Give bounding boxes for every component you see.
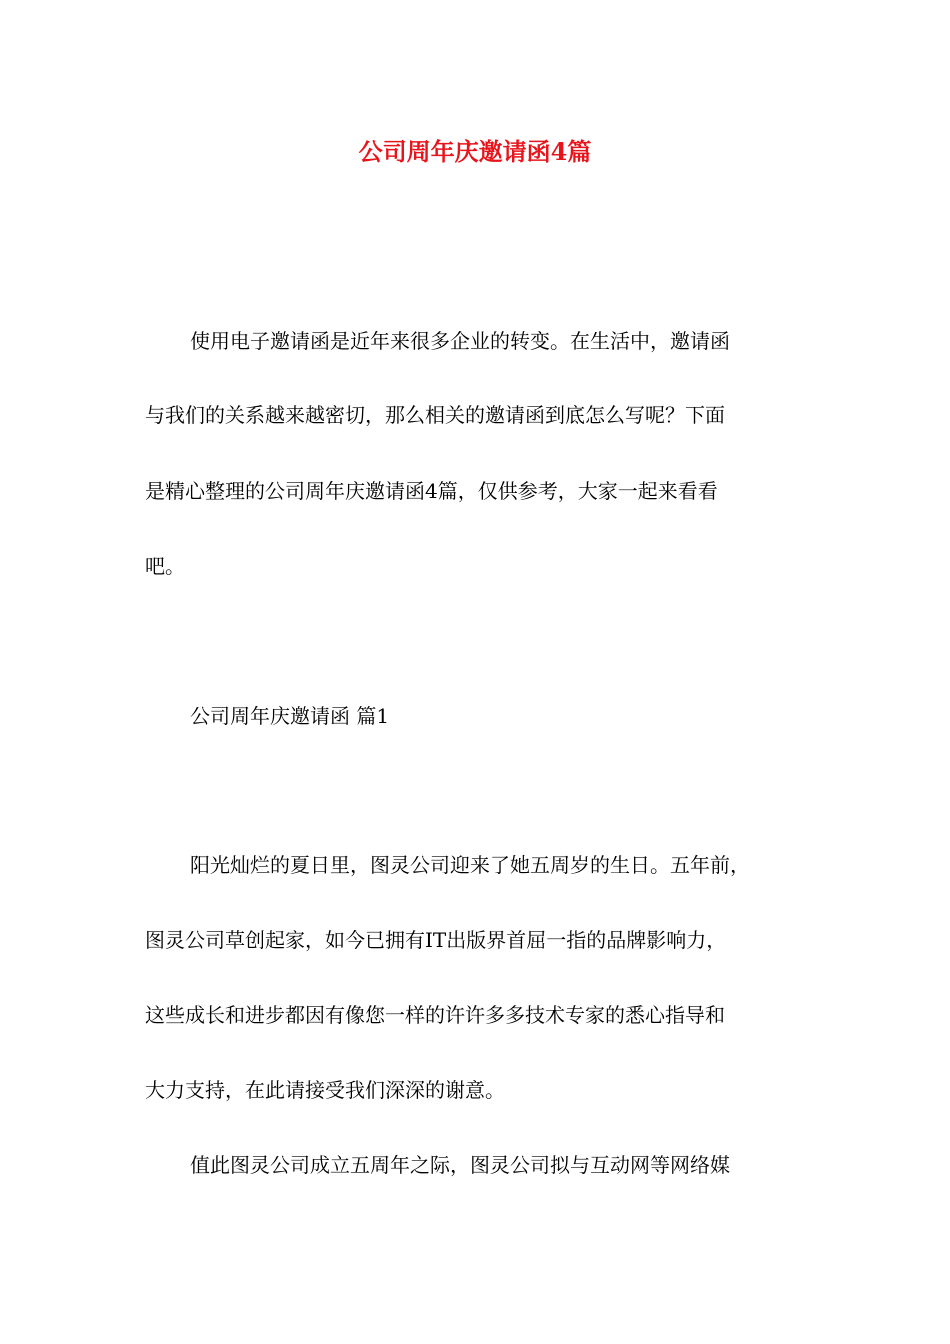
document-title: 公司周年庆邀请函4篇 xyxy=(358,137,592,166)
intro-line-4: 吧。 xyxy=(145,554,185,578)
section-body-line-5: 值此图灵公司成立五周年之际，图灵公司拟与互动网等网络媒 xyxy=(190,1153,730,1177)
section-heading: 公司周年庆邀请函 篇1 xyxy=(190,704,390,728)
intro-line-1: 使用电子邀请函是近年来很多企业的转变。在生活中，邀请函 xyxy=(190,329,730,353)
section-body-line-1: 阳光灿烂的夏日里，图灵公司迎来了她五周岁的生日。五年前， xyxy=(190,853,750,877)
section-body-line-3: 这些成长和进步都因有像您一样的许许多多技术专家的悉心指导和 xyxy=(145,1003,725,1027)
intro-line-2: 与我们的关系越来越密切，那么相关的邀请函到底怎么写呢？下面 xyxy=(145,403,725,427)
intro-line-3: 是精心整理的公司周年庆邀请函4篇，仅供参考，大家一起来看看 xyxy=(145,479,718,503)
section-body-line-2: 图灵公司草创起家，如今已拥有IT出版界首屈一指的品牌影响力， xyxy=(145,928,727,952)
section-body-line-4: 大力支持，在此请接受我们深深的谢意。 xyxy=(145,1078,505,1102)
